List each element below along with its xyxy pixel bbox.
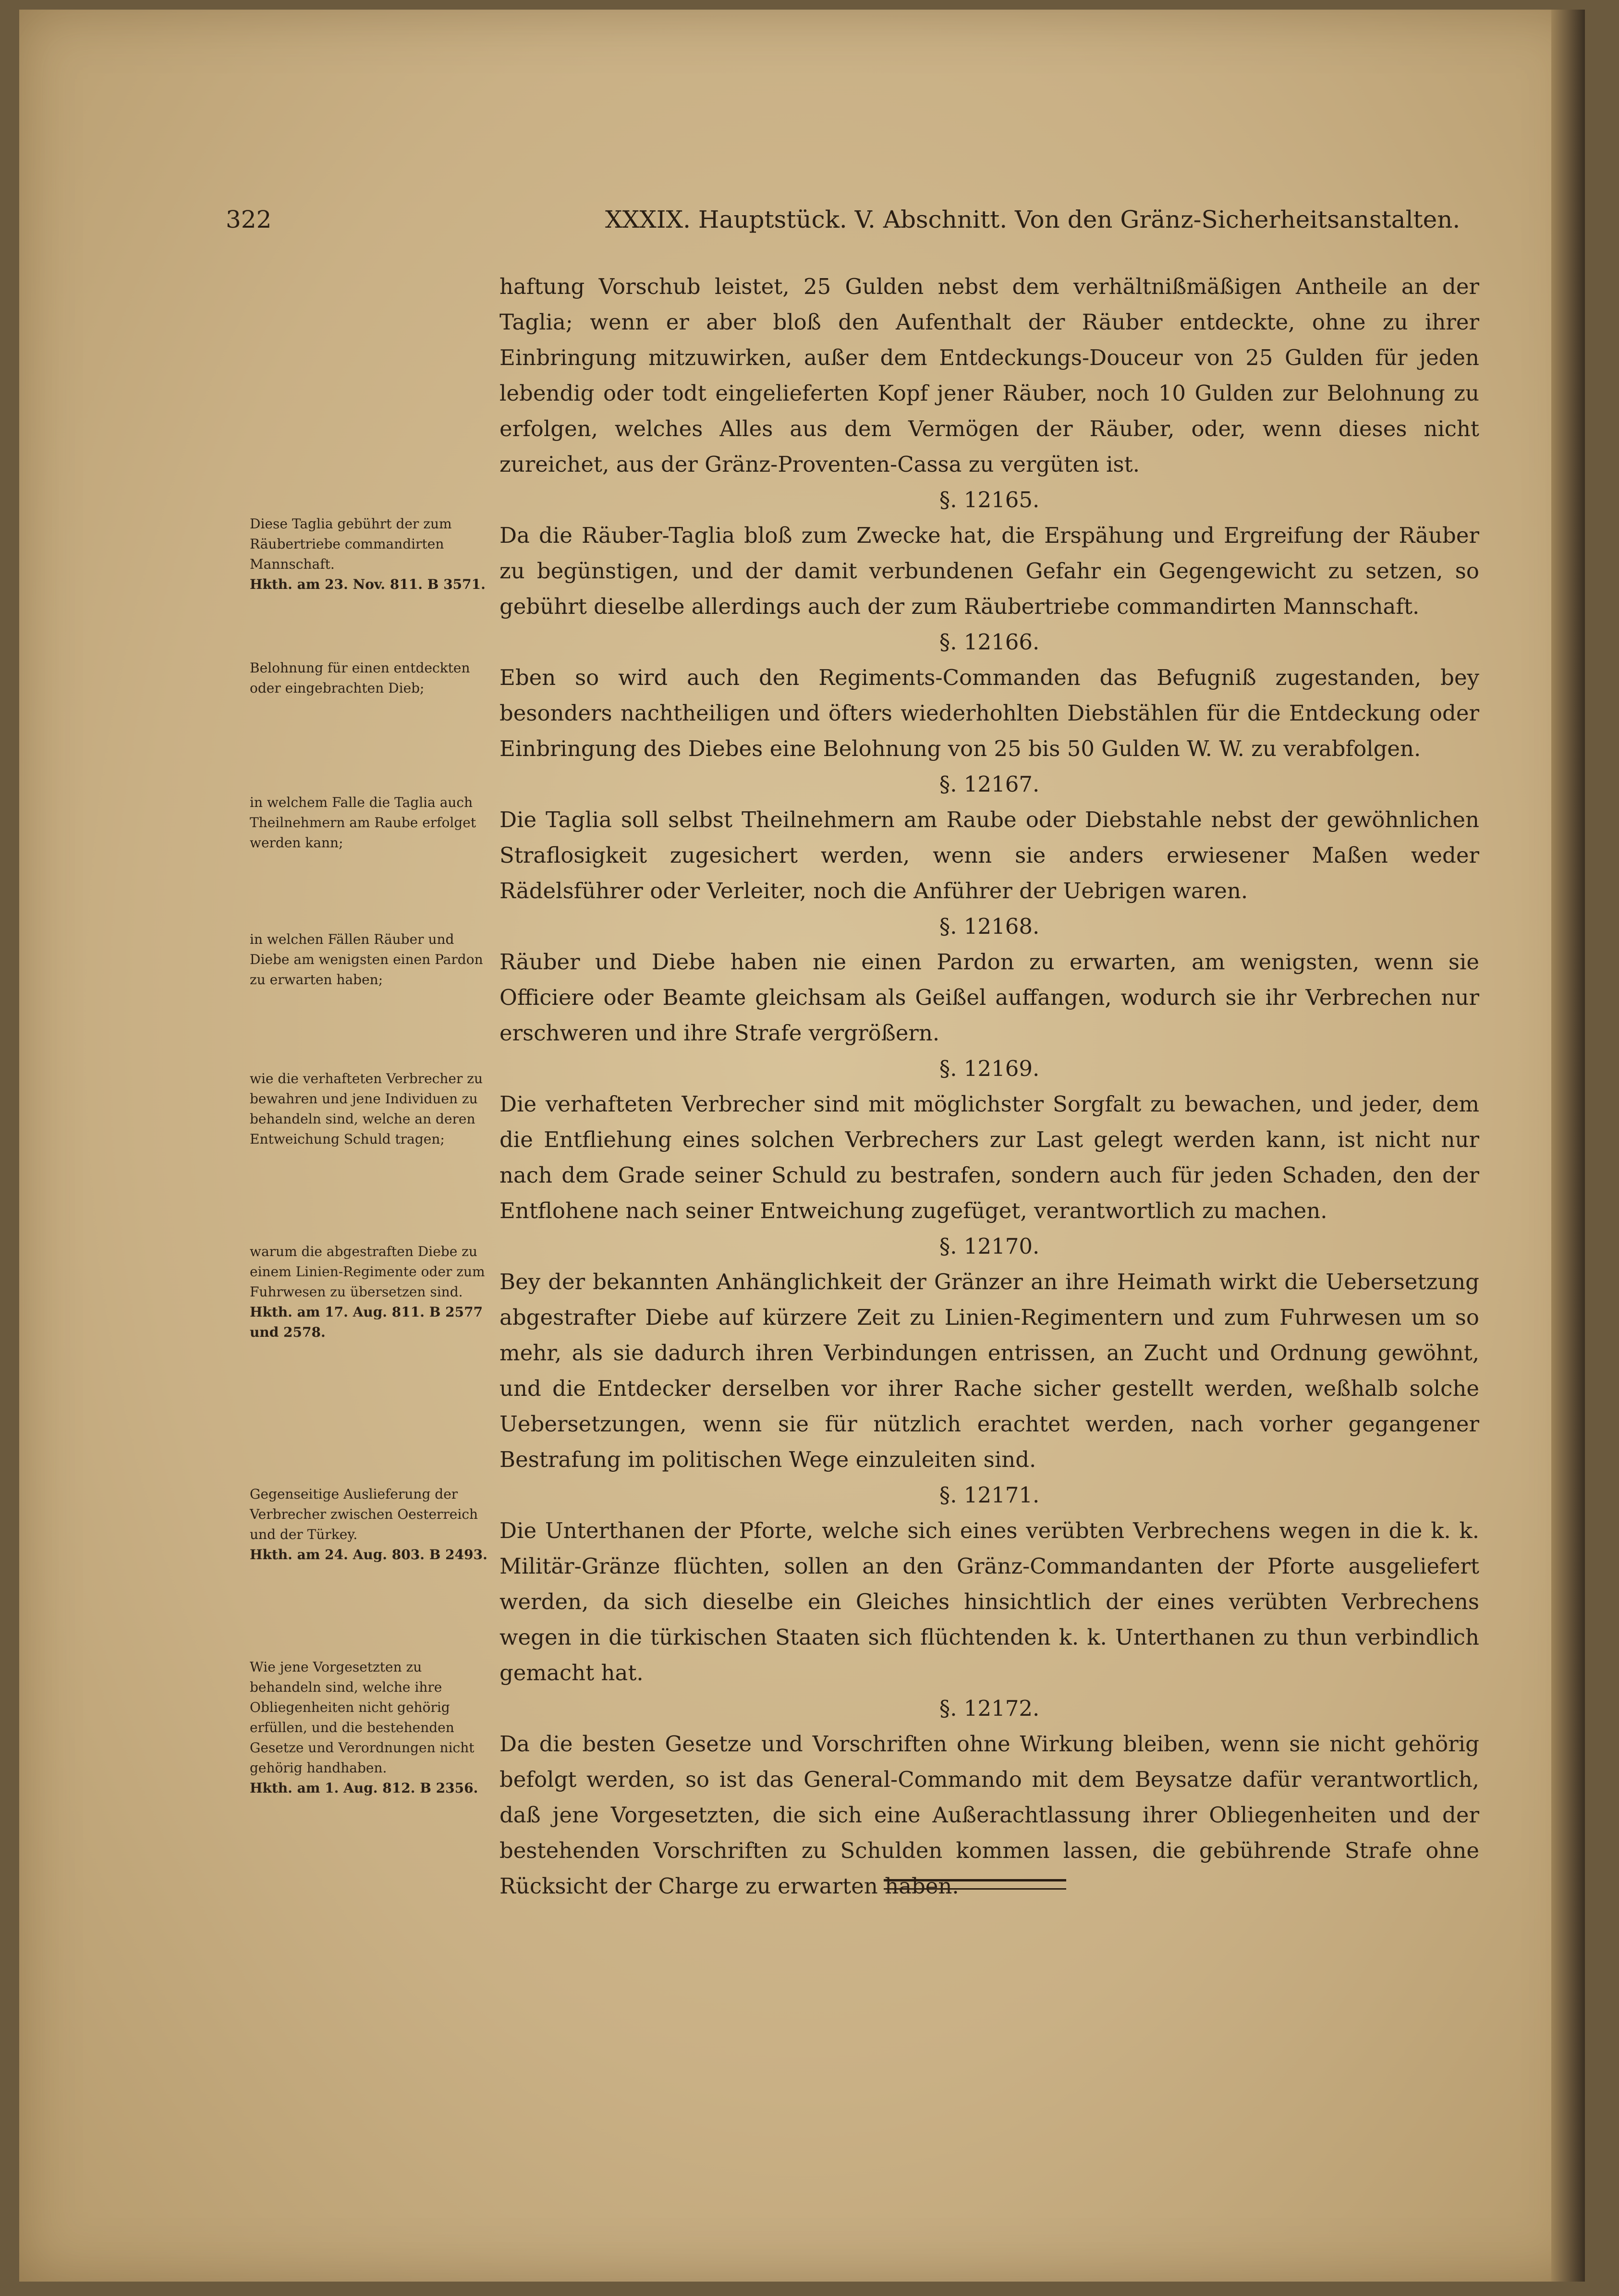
section-heading-12170: §. 12170. — [939, 1233, 1040, 1259]
margin-note-12168 — [250, 929, 490, 990]
margin-note-12171 — [250, 1484, 490, 1565]
paragraph-12170: Bey der bekannten Anhänglichkeit der Gränzer an ihre Heimath wirkt die Uebersetzung abgestrafter Diebe auf kürzere Zeit zu Linien-Regimentern und zum Fuhrwesen um so mehr, als sie dadurch ihren Verbindungen entrissen, an Zucht und Ordnung gewöhnt, und die Entdecker derselben vor ihrer Rache sicher gestellt werden, weßhalb solche Uebersetzungen, wenn sie für nützlich erachtet werden, nach vorher gegangener Bestrafung im politischen Wege einzuleiten sind. — [499, 1269, 1479, 1472]
margin-note-text: in welchem Falle die Taglia auch Theilnehmern am Raube erfolget werden kann; — [250, 794, 476, 851]
paragraph-12169: Die verhafteten Verbrecher sind mit möglichster Sorgfalt zu bewachen, und jeder, dem die Entfliehung eines solchen Verbrechers zur Last gelegt werden kann, ist nicht nur nach dem Grade seiner Schuld zu bestrafen, sondern auch für jeden Schaden, den der Entflohene nach seiner Entweichung zugefüget, verantwortlich zu machen. — [499, 1091, 1479, 1223]
margin-note-12166 — [250, 658, 490, 698]
section-heading-12171: §. 12171. — [939, 1482, 1040, 1508]
margin-note-reference: Hkth. am 23. Nov. 811. B 3571. — [250, 576, 486, 592]
paragraph-12165: Da die Räuber-Taglia bloß zum Zwecke hat, die Erspähung und Ergreifung der Räuber zu begünstigen, und der damit verbundenen Gefahr ein Gegengewicht zu setzen, so gebührt dieselbe allerdings auch der zum Räubertriebe commandirten Mannschaft. — [499, 523, 1479, 619]
section-heading-12172: §. 12172. — [939, 1696, 1040, 1721]
section-heading-12169: §. 12169. — [939, 1056, 1040, 1081]
paragraph-continued: haftung Vorschub leistet, 25 Gulden nebst dem verhältnißmäßigen Antheile an der Taglia; wenn er aber bloß den Aufenthalt der Räuber entdeckte, ohne zu ihrer Einbringung mitzuwirken, außer dem Entdeckungs-Douceur von 25 Gulden für jeden lebendig oder todt eingelieferten Kopf jener Räuber, noch 10 Gulden zur Belohnung zu erfolgen, welches Alles aus dem Vermögen der Räuber, oder, wenn dieses nicht zureichet, aus der Gränz-Proventen-Cassa zu vergüten ist. — [499, 274, 1479, 477]
margin-note-text: Diese Taglia gebührt der zum Räubertriebe commandirten Mannschaft. — [250, 516, 452, 572]
paragraph-12167: Die Taglia soll selbst Theilnehmern am Raube oder Diebstahle nebst der gewöhnlichen Straflosigkeit zugesichert werden, wenn sie anders erwiesener Maßen weder Rädelsführer oder Verleiter, noch die Anführer der Uebrigen waren. — [499, 807, 1479, 904]
page-number: 322 — [226, 206, 272, 233]
margin-note-12169 — [250, 1069, 490, 1149]
margin-note-text: in welchen Fällen Räuber und Diebe am wenigsten einen Pardon zu erwarten haben; — [250, 931, 483, 988]
page-header — [226, 206, 1494, 239]
margin-note-12170 — [250, 1242, 490, 1343]
running-head: XXXIX. Hauptstück. V. Abschnitt. Von den Gränz-Sicherheitsanstalten. — [605, 206, 1461, 233]
paragraph-12168: Räuber und Diebe haben nie einen Pardon zu erwarten, am wenigsten, wenn sie Officiere oder Beamte gleichsam als Geißel auffangen, wodurch sie ihr Verbrechen nur erschweren und ihre Strafe vergrößern. — [499, 949, 1479, 1046]
book-spine-shadow — [1551, 10, 1585, 2282]
section-heading-12166: §. 12166. — [939, 629, 1040, 655]
main-text — [499, 269, 1479, 1904]
margin-note-reference: Hkth. am 24. Aug. 803. B 2493. — [250, 1547, 487, 1563]
paragraph-12172: Da die besten Gesetze und Vorschriften ohne Wirkung bleiben, wenn sie nicht gehörig befolgt werden, so ist das General-Commando mit dem Beysatze dafür verantwortlich, daß jene Vorgesetzten, die sich eine Außerachtlassung ihrer Obliegenheiten und der bestehenden Vorschriften zu Schulden kommen lassen, die gebührende Strafe ohne Rücksicht der Charge zu erwarten haben. — [499, 1731, 1479, 1899]
margin-note-text: Wie jene Vorgesetzten zu behandeln sind, welche ihre Obliegenheiten nicht gehörig erfüllen, und die bestehenden Gesetze und Verordnungen nicht gehörig handhaben. — [250, 1659, 475, 1776]
margin-note-12167 — [250, 793, 490, 853]
margin-note-12172 — [250, 1657, 490, 1798]
section-heading-12168: §. 12168. — [939, 914, 1040, 939]
margin-note-text: Belohnung für einen entdeckten oder eingebrachten Dieb; — [250, 660, 470, 696]
margin-note-12165 — [250, 514, 490, 595]
paragraph-12166: Eben so wird auch den Regiments-Commanden das Befugniß zugestanden, bey besonders nachtheiligen und öfters wiederhohlten Diebstählen für die Entdeckung oder Einbringung des Diebes eine Belohnung von 25 bis 50 Gulden W. W. zu verabfolgen. — [499, 665, 1479, 761]
margin-note-reference: Hkth. am 17. Aug. 811. B 2577 und 2578. — [250, 1304, 483, 1340]
margin-note-reference: Hkth. am 1. Aug. 812. B 2356. — [250, 1780, 478, 1796]
section-heading-12165: §. 12165. — [939, 487, 1040, 513]
paragraph-12171: Die Unterthanen der Pforte, welche sich eines verübten Verbrechens wegen in die k. k. Militär-Gränze flüchten, sollen an den Gränz-Commandanten der Pforte ausgeliefert werden, da sich dieselbe ein Gleiches hinsichtlich der eines verübten Verbrechens wegen in die türkischen Staaten sich flüchtenden k. k. Unterthanen zu thun verbindlich gemacht hat. — [499, 1518, 1479, 1685]
margin-note-text: wie die verhafteten Verbrecher zu bewahren und jene Individuen zu behandeln sind, welche an deren Entweichung Schuld tragen; — [250, 1071, 483, 1147]
closing-ornament-rule — [884, 1879, 1066, 1890]
section-heading-12167: §. 12167. — [939, 771, 1040, 797]
margin-note-text: warum die abgestraften Diebe zu einem Linien-Regimente oder zum Fuhrwesen zu übersetzen sind. — [250, 1244, 485, 1300]
margin-note-text: Gegenseitige Auslieferung der Verbrecher zwischen Oesterreich und der Türkey. — [250, 1486, 478, 1542]
